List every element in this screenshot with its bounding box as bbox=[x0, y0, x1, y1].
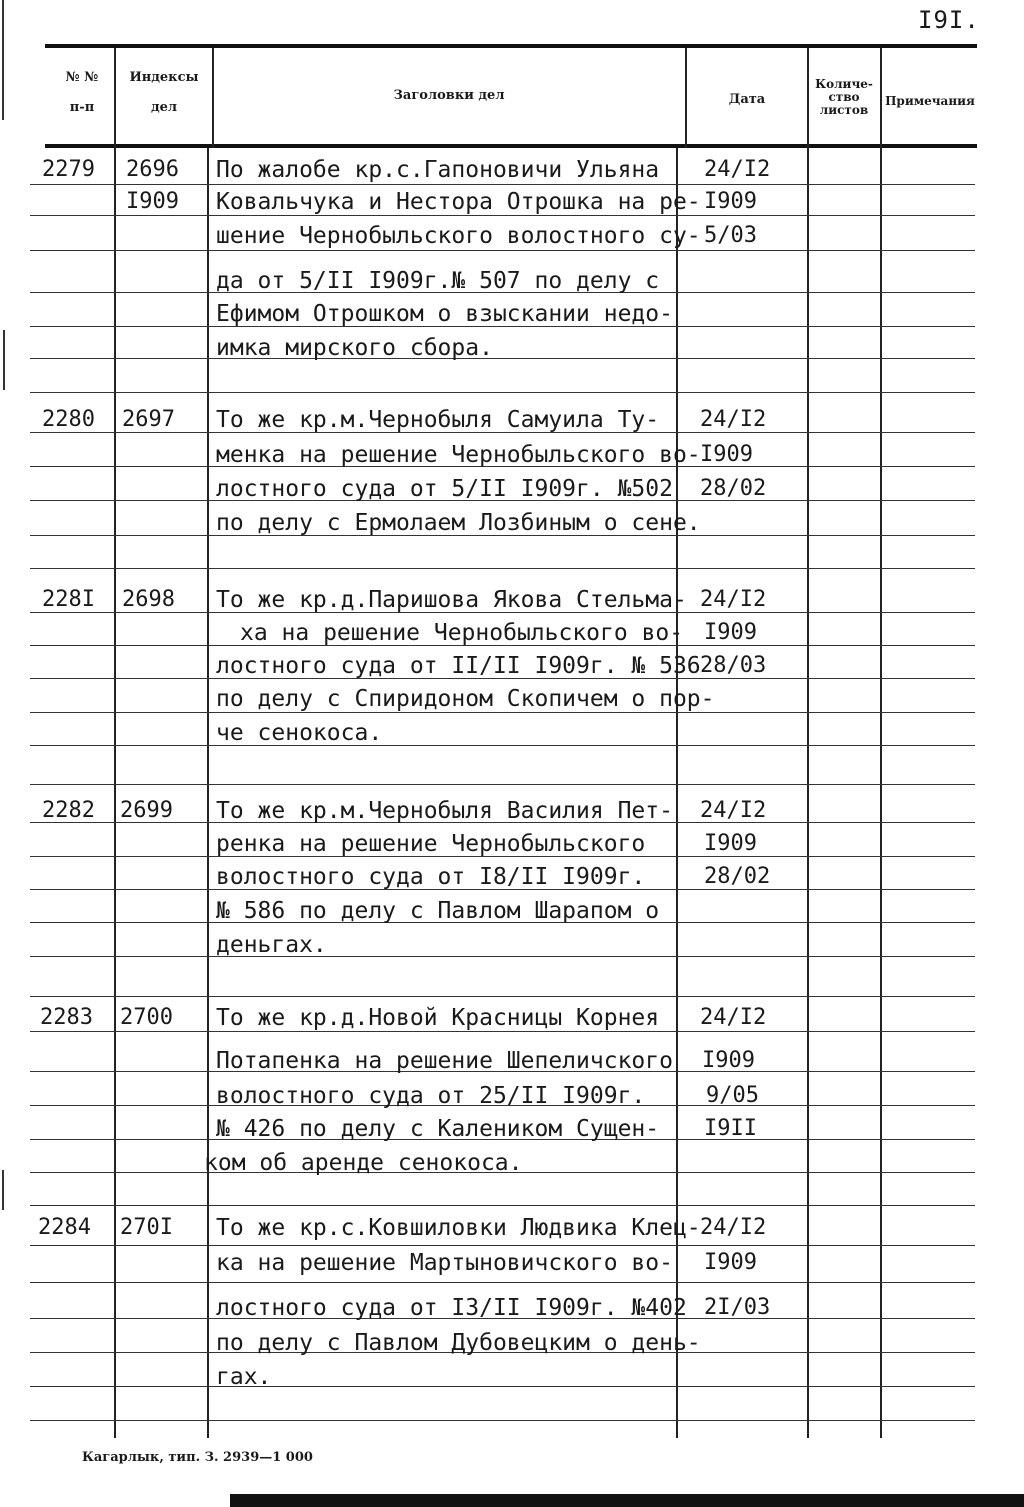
entry-title-line: ренка на решение Чернобыльского bbox=[216, 831, 646, 857]
entry-title-line: ка на решение Мартыновичского во- bbox=[216, 1250, 673, 1276]
header-number-line1: № № bbox=[65, 70, 99, 85]
entry-number: 2282 bbox=[42, 798, 95, 823]
entry-title-line: деньгах. bbox=[216, 932, 327, 958]
entry-date: I909 bbox=[702, 1048, 755, 1073]
binding-mark bbox=[2, 1170, 4, 1210]
entry-title-line: лостного суда от I3/II I909г. №402 bbox=[216, 1295, 687, 1321]
header-count-line2: ство bbox=[828, 90, 860, 105]
entry-date: I909 bbox=[704, 831, 757, 856]
ledger-line bbox=[30, 1386, 975, 1387]
header-date: Дата bbox=[728, 92, 766, 107]
entry-date: 2I/03 bbox=[704, 1295, 771, 1320]
entry-title-line: Потапенка на решение Шепеличского bbox=[216, 1048, 673, 1074]
entry-index: 2697 bbox=[122, 407, 175, 432]
entry-index: 2700 bbox=[120, 1005, 173, 1030]
entry-title-line: То же кр.д.Новой Красницы Корнея bbox=[216, 1005, 660, 1031]
entry-date: I909 bbox=[700, 442, 753, 467]
ledger-line bbox=[30, 1205, 975, 1206]
column-divider bbox=[880, 48, 882, 1438]
entry-number: 2280 bbox=[42, 407, 95, 432]
page-number: I9I. bbox=[918, 6, 980, 34]
entry-title-line: То же кр.д.Паришова Якова Стельма- bbox=[216, 587, 687, 613]
entry-title-line: шение Чернобыльского волостного су- bbox=[216, 223, 701, 249]
ledger-line bbox=[30, 392, 975, 393]
entry-date: 28/02 bbox=[700, 476, 767, 501]
ledger-line bbox=[30, 358, 975, 359]
entry-title-line: да от 5/II I909г.№ 507 по делу с bbox=[216, 268, 660, 294]
header-number bbox=[50, 70, 114, 117]
entry-title-line: лостного суда от 5/II I909г. №502 bbox=[216, 476, 673, 502]
entry-number: 2279 bbox=[42, 157, 95, 182]
ledger-line bbox=[30, 1282, 975, 1283]
entry-title-line: ком об аренде сенокоса. bbox=[204, 1150, 523, 1176]
column-divider bbox=[114, 48, 116, 1438]
entry-date: 9/05 bbox=[706, 1083, 759, 1108]
entry-title-line: То же кр.с.Ковшиловки Людвика Клец- bbox=[216, 1215, 701, 1241]
entry-date: 24/I2 bbox=[700, 1215, 767, 1240]
entry-title-line: че сенокоса. bbox=[216, 720, 383, 746]
entry-index: 2698 bbox=[122, 587, 175, 612]
entry-index: 270I bbox=[120, 1215, 173, 1240]
entry-title-line: волостного суда от I8/II I909г. bbox=[216, 864, 646, 890]
entry-date: 28/03 bbox=[700, 653, 767, 678]
header-index-line2: дел bbox=[150, 100, 178, 116]
entry-title-line: гах. bbox=[216, 1364, 272, 1390]
header-index bbox=[116, 70, 212, 117]
entry-title-line: По жалобе кр.с.Гапоновичи Ульяна bbox=[216, 157, 660, 183]
entry-date: 5/03 bbox=[704, 223, 757, 248]
entry-title-line: То же кр.м.Чернобыля Василия Пет- bbox=[216, 798, 673, 824]
entry-title-line: по делу с Павлом Дубовецким о день- bbox=[216, 1330, 701, 1356]
entry-index-year: I909 bbox=[126, 189, 179, 214]
entry-date: 24/I2 bbox=[700, 1005, 767, 1030]
ledger-line bbox=[30, 568, 975, 569]
entry-index: 2699 bbox=[120, 798, 173, 823]
header-index-line1: Индексы bbox=[129, 70, 199, 85]
ledger-line bbox=[30, 745, 975, 746]
binding-mark bbox=[3, 330, 5, 390]
ledger-line bbox=[30, 956, 975, 957]
header-notes: Примечания bbox=[885, 94, 975, 108]
scan-edge-shadow bbox=[230, 1494, 1024, 1507]
entry-date: I909 bbox=[704, 620, 757, 645]
entry-date: 24/I2 bbox=[704, 157, 771, 182]
entry-title-line: имка мирского сбора. bbox=[216, 335, 493, 361]
ledger-line bbox=[30, 1245, 975, 1246]
header-number-line2: п-п bbox=[69, 100, 95, 116]
entry-date: 28/02 bbox=[704, 864, 771, 889]
ledger-line bbox=[30, 784, 975, 785]
entry-number: 228I bbox=[42, 587, 95, 612]
entry-date: I909 bbox=[704, 1250, 757, 1275]
print-footer: Кагарлык, тип. З. 2939—1 000 bbox=[82, 1450, 313, 1465]
header-title: Заголовки дел bbox=[393, 88, 505, 103]
entry-title-line: То же кр.м.Чернобыля Самуила Ту- bbox=[216, 407, 660, 433]
table-header-rule bbox=[45, 144, 977, 148]
entry-date: I909 bbox=[704, 189, 757, 214]
entry-date: 24/I2 bbox=[700, 587, 767, 612]
header-count-line3: листов bbox=[819, 103, 869, 118]
header-sheet-count bbox=[809, 78, 879, 118]
entry-date: I9II bbox=[704, 1116, 757, 1141]
ledger-line bbox=[30, 1420, 975, 1421]
entry-title-line: ха на решение Чернобыльского во- bbox=[240, 620, 684, 646]
ledger-line bbox=[30, 996, 975, 997]
entry-index: 2696 bbox=[126, 157, 179, 182]
header-count-line1: Количе- bbox=[815, 77, 873, 91]
entry-number: 2283 bbox=[40, 1005, 93, 1030]
entry-title-line: волостного суда от 25/II I909г. bbox=[216, 1083, 646, 1109]
entry-date: 24/I2 bbox=[700, 798, 767, 823]
table-top-rule bbox=[45, 44, 977, 48]
entry-title-line: менка на решение Чернобыльского во- bbox=[216, 442, 701, 468]
entry-title-line: Ковальчука и Нестора Отрошка на ре- bbox=[216, 189, 701, 215]
entry-date: 24/I2 bbox=[700, 407, 767, 432]
entry-title-line: Ефимом Отрошком о взыскании недо- bbox=[216, 301, 673, 327]
entry-title-line: № 426 по делу с Калеником Сущен- bbox=[216, 1116, 660, 1142]
entry-number: 2284 bbox=[38, 1215, 91, 1240]
entry-title-line: по делу с Ермолаем Лозбиным о сене. bbox=[216, 510, 701, 536]
entry-title-line: лостного суда от II/II I909г. № 536 bbox=[216, 653, 701, 679]
binding-mark bbox=[2, 0, 4, 120]
entry-title-line: по делу с Спиридоном Скопичем о пор- bbox=[216, 686, 715, 712]
entry-title-line: № 586 по делу с Павлом Шарапом о bbox=[216, 898, 660, 924]
column-divider bbox=[807, 48, 809, 1438]
